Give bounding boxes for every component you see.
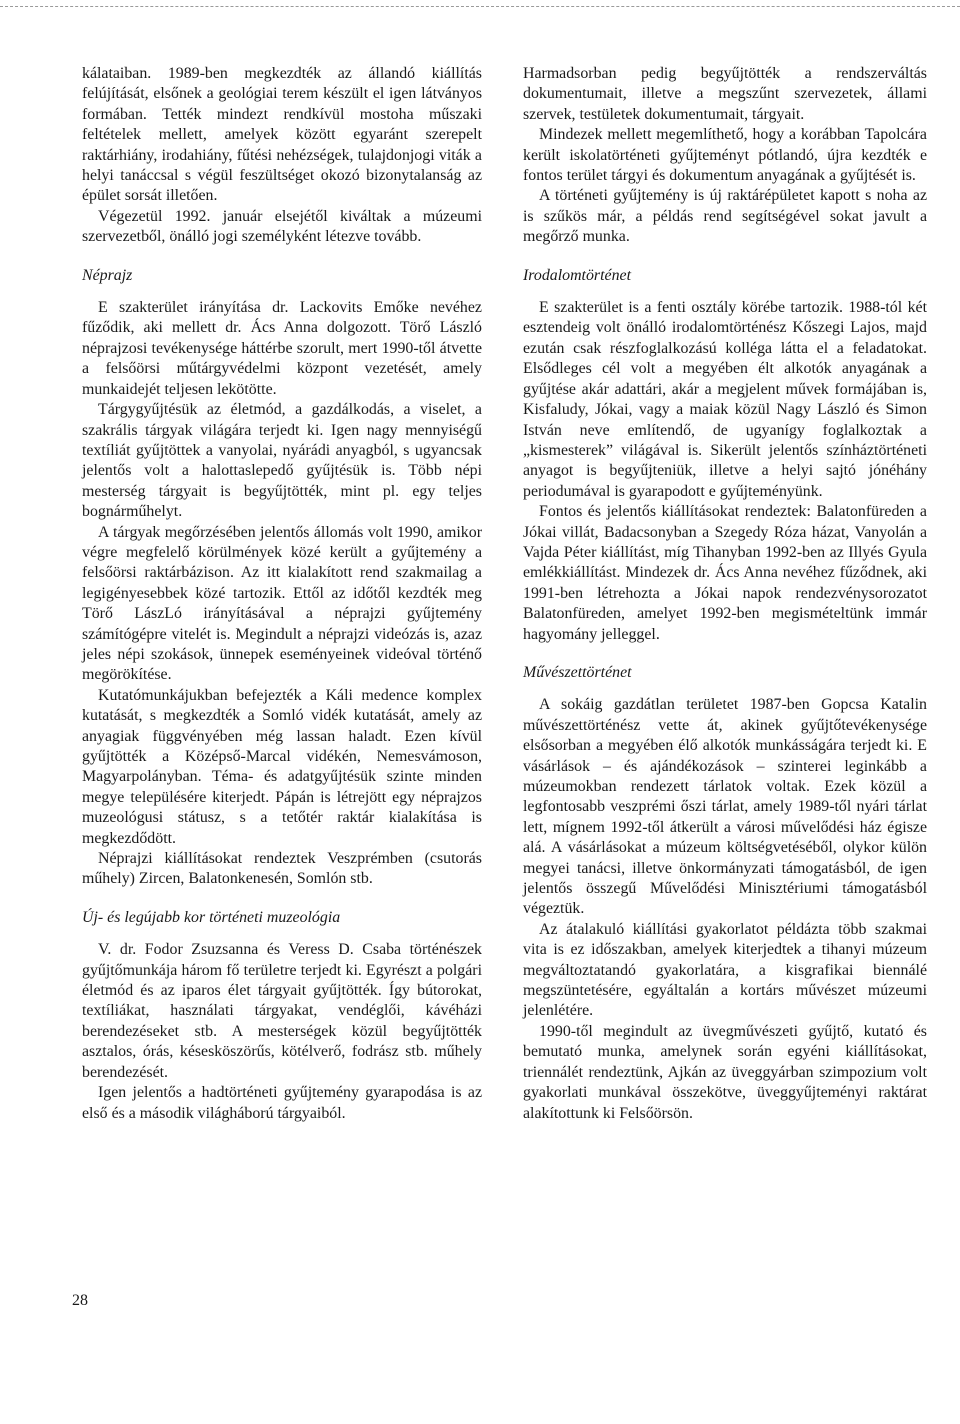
- paragraph: Kutatómunkájukban befejezték a Káli medence komplex kutatását, s megkezdték a Somló vidék kutatását, amely az anyagiak függvényében még lassan haladt. Ezen kívül gyűjtötték a Középső-Marcal vidékén, Nemesvámoson, Magyarpolányban. Téma- és adatgyűjtésük szinte minden megye településére kiterjedt. Pápán is létrejött egy néprajzos muzeológusi státusz, s a tetőtér raktár kialakítása is megkezdődött.: [82, 686, 482, 847]
- paragraph: Néprajzi kiállításokat rendeztek Veszprémben (csutorás műhely) Zircen, Balatonkenesén, Somlón stb.: [82, 850, 482, 888]
- paragraph: Igen jelentős a hadtörténeti gyűjtemény gyarapodása is az első és a második világháború tárgyaiból.: [82, 1084, 482, 1122]
- paragraph: Az átalakuló kiállítási gyakorlatot példázta több szakmai vita is ez időszakban, amelyek kiterjedtek a tihanyi múzeum megváltoztatandó gyakorlatára, a kisgrafikai biennálé megszüntetésére, egyáltalán a kortárs művészet múzeumi jelenlétére.: [523, 920, 927, 1020]
- right-column: [523, 64, 927, 1124]
- page-number: 28: [72, 1292, 88, 1309]
- paragraph: Tárgygyűjtésük az életmód, a gazdálkodás, a viselet, a szakrális tárgyak világára terjedt ki. Igen nagy mennyiségű textíliát gyűjtöttek a vanyolai, nyárádi anyagból, s ugyancsak jelentős volt a halottaslepedő gyűjtésük is. Több népi mesterség tárgyait is begyűjtötték, mint pl. egy teljes bognárműhelyt.: [82, 401, 482, 521]
- paragraph: E szakterület is a fenti osztály körébe tartozik. 1988-tól két esztendeig volt önálló irodalomtörténész Kőszegi Lajos, majd ezután csak részfoglalkozású kolléga látta el a feladatokat. Elsődleges cél volt a megyében élt alkotók anyagának a gyűjtése akár adattári, akár a megjelent művek formájában is, Kisfaludy, Jókai, vagy a maiak közül Nagy László és Simon István neve említendő, de ugyanígy foglalkoztak a „kismesterek” világával is. Sikerült jelentős színháztörténeti anyagot is begyűjteniük, illetve a helyi sajtó jónéhány periodumával is gyarapodott e gyűjteményünk.: [523, 299, 927, 500]
- section-heading: Néprajz: [82, 266, 133, 284]
- paragraph: A tárgyak megőrzésében jelentős állomás volt 1990, amikor végre megfelelő körülmények közé került a gyűjtemény a felsőörsi raktárbázison. Az itt kialakított rend szakmailag a legigényesebbek közé tartozik. Ettől az időtől kezdték meg Törő LászLó irányításával a néprajzi gyűjtemény számítógépre vitelét is. Megindult a néprajzi videózás is, azaz jeles népi szokások, ünnepek eseményeinek videóval történő megörökítése.: [82, 523, 482, 684]
- scan-edge-line: [0, 6, 960, 8]
- section-heading: Irodalomtörténet: [523, 266, 631, 284]
- paragraph: 1990-től megindult az üvegművészeti gyűjtő, kutató és bemutató munka, amelynek során egyéni kiállításokat, triennálét rendeztünk, Ajkán az üveggyárban szimpozium volt gyakorlati munkával összekötve, üveggyűjteményi raktárat alakítottunk ki Felsőörsön.: [523, 1022, 927, 1122]
- section-heading: Új- és legújabb kor történeti muzeológia: [82, 908, 341, 926]
- paragraph: A történeti gyűjtemény is új raktárépületet kapott s noha az is szűkös már, a példás rend segítségével sokat javult a megőrző munka.: [523, 187, 927, 246]
- paragraph: Fontos és jelentős kiállításokat rendeztek: Balatonfüreden a Jókai villát, Badacsonyban a Szegedy Róza házat, Vanyolán a Vajda Péter kiállítást, míg Tihanyban 1992-ben az Illyés Gyula emlékkiállítást. Mindezek dr. Ács Anna nevéhez fűződnek, aki 1991-ben létrehozta a Jókai napok rendezvénysorozatot Balatonfüreden, amelyet 1992-ben megismételtünk immár hagyomány jelleggel.: [523, 503, 927, 643]
- paragraph: Mindezek mellett megemlíthető, hogy a korábban Tapolcára került iskolatörténeti gyűjteményt pótlandó, újra kezdték e fontos terület tárgyi és dokumentum anyagának a gyűjtését is.: [523, 126, 927, 185]
- left-column: [82, 64, 482, 1124]
- paragraph: A sokáig gazdátlan területet 1987-ben Gopcsa Katalin művészettörténész vette át, akinek gyűjtőtevékenysége elsősorban a megyében élő alkotók munkásságára terjedt ki. E vásárlások – és ajándékozások – szinterei leginkább a múzeumokban rendezett tárlatok voltak. Ezek közül a legfontosabb veszprémi őszi tárlat, amely 1989-től nyári tárlat lett, mígnem 1992-től átkerült a városi művelődési ház égisze alá. A vásárlásokat a múzeum költségvetéséből, olykor külön megyei tanácsi, illetve önkormányzati támogatásból, de igen jelentős összegű Művelődési Minisztériumi támogatásból végeztük.: [523, 696, 927, 918]
- paragraph: E szakterület irányítása dr. Lackovits Emőke nevéhez fűződik, aki mellett dr. Ács Anna dolgozott. Törő László néprajzosi tevékenysége háttérbe szorult, mert 1990-től átvette a felsőörsi műtárgyvédelmi központ vezetését, amely munkaidejét teljesen lekötötte.: [82, 299, 482, 398]
- paragraph: kálataiban. 1989-ben megkezdték az állandó kiállítás felújítását, elsőnek a geológiai terem készült el igen látványos formában. Tették mindezt rendkívül mostoha műszaki feltételek mellett, amelyek között egyaránt szerepelt raktárhiány, irodahiány, fűtési nehézségek, tulajdonjogi viták a helyi tanáccsal s végül feszültséget okozó bizonytalanság az épület sorsát illetően.: [82, 65, 482, 205]
- paragraph: V. dr. Fodor Zsuzsanna és Veress D. Csaba történészek gyűjtőmunkája három fő területre terjedt ki. Egyrészt a polgári életmód és az iparos élet tárgyait gyűjtötték. Így bútorokat, textíliákat, használati tárgyakat, vendéglői, kávéházi berendezéseket stb. A mesterségek közül begyűjtötték asztalos, órás, késesköszörűs, kötélverő, fodrász stb. műhely berendezését.: [82, 941, 482, 1081]
- section-heading: Művészettörténet: [523, 663, 632, 681]
- paragraph: Végezetül 1992. január elsejétől kiváltak a múzeumi szervezetből, önálló jogi személyként létezve tovább.: [82, 207, 482, 246]
- paragraph: Harmadsorban pedig begyűjtötték a rendszerváltás dokumentumait, illetve a megszűnt szervezetek, állami szervek, testületek dokumentumait, tárgyait.: [523, 65, 927, 123]
